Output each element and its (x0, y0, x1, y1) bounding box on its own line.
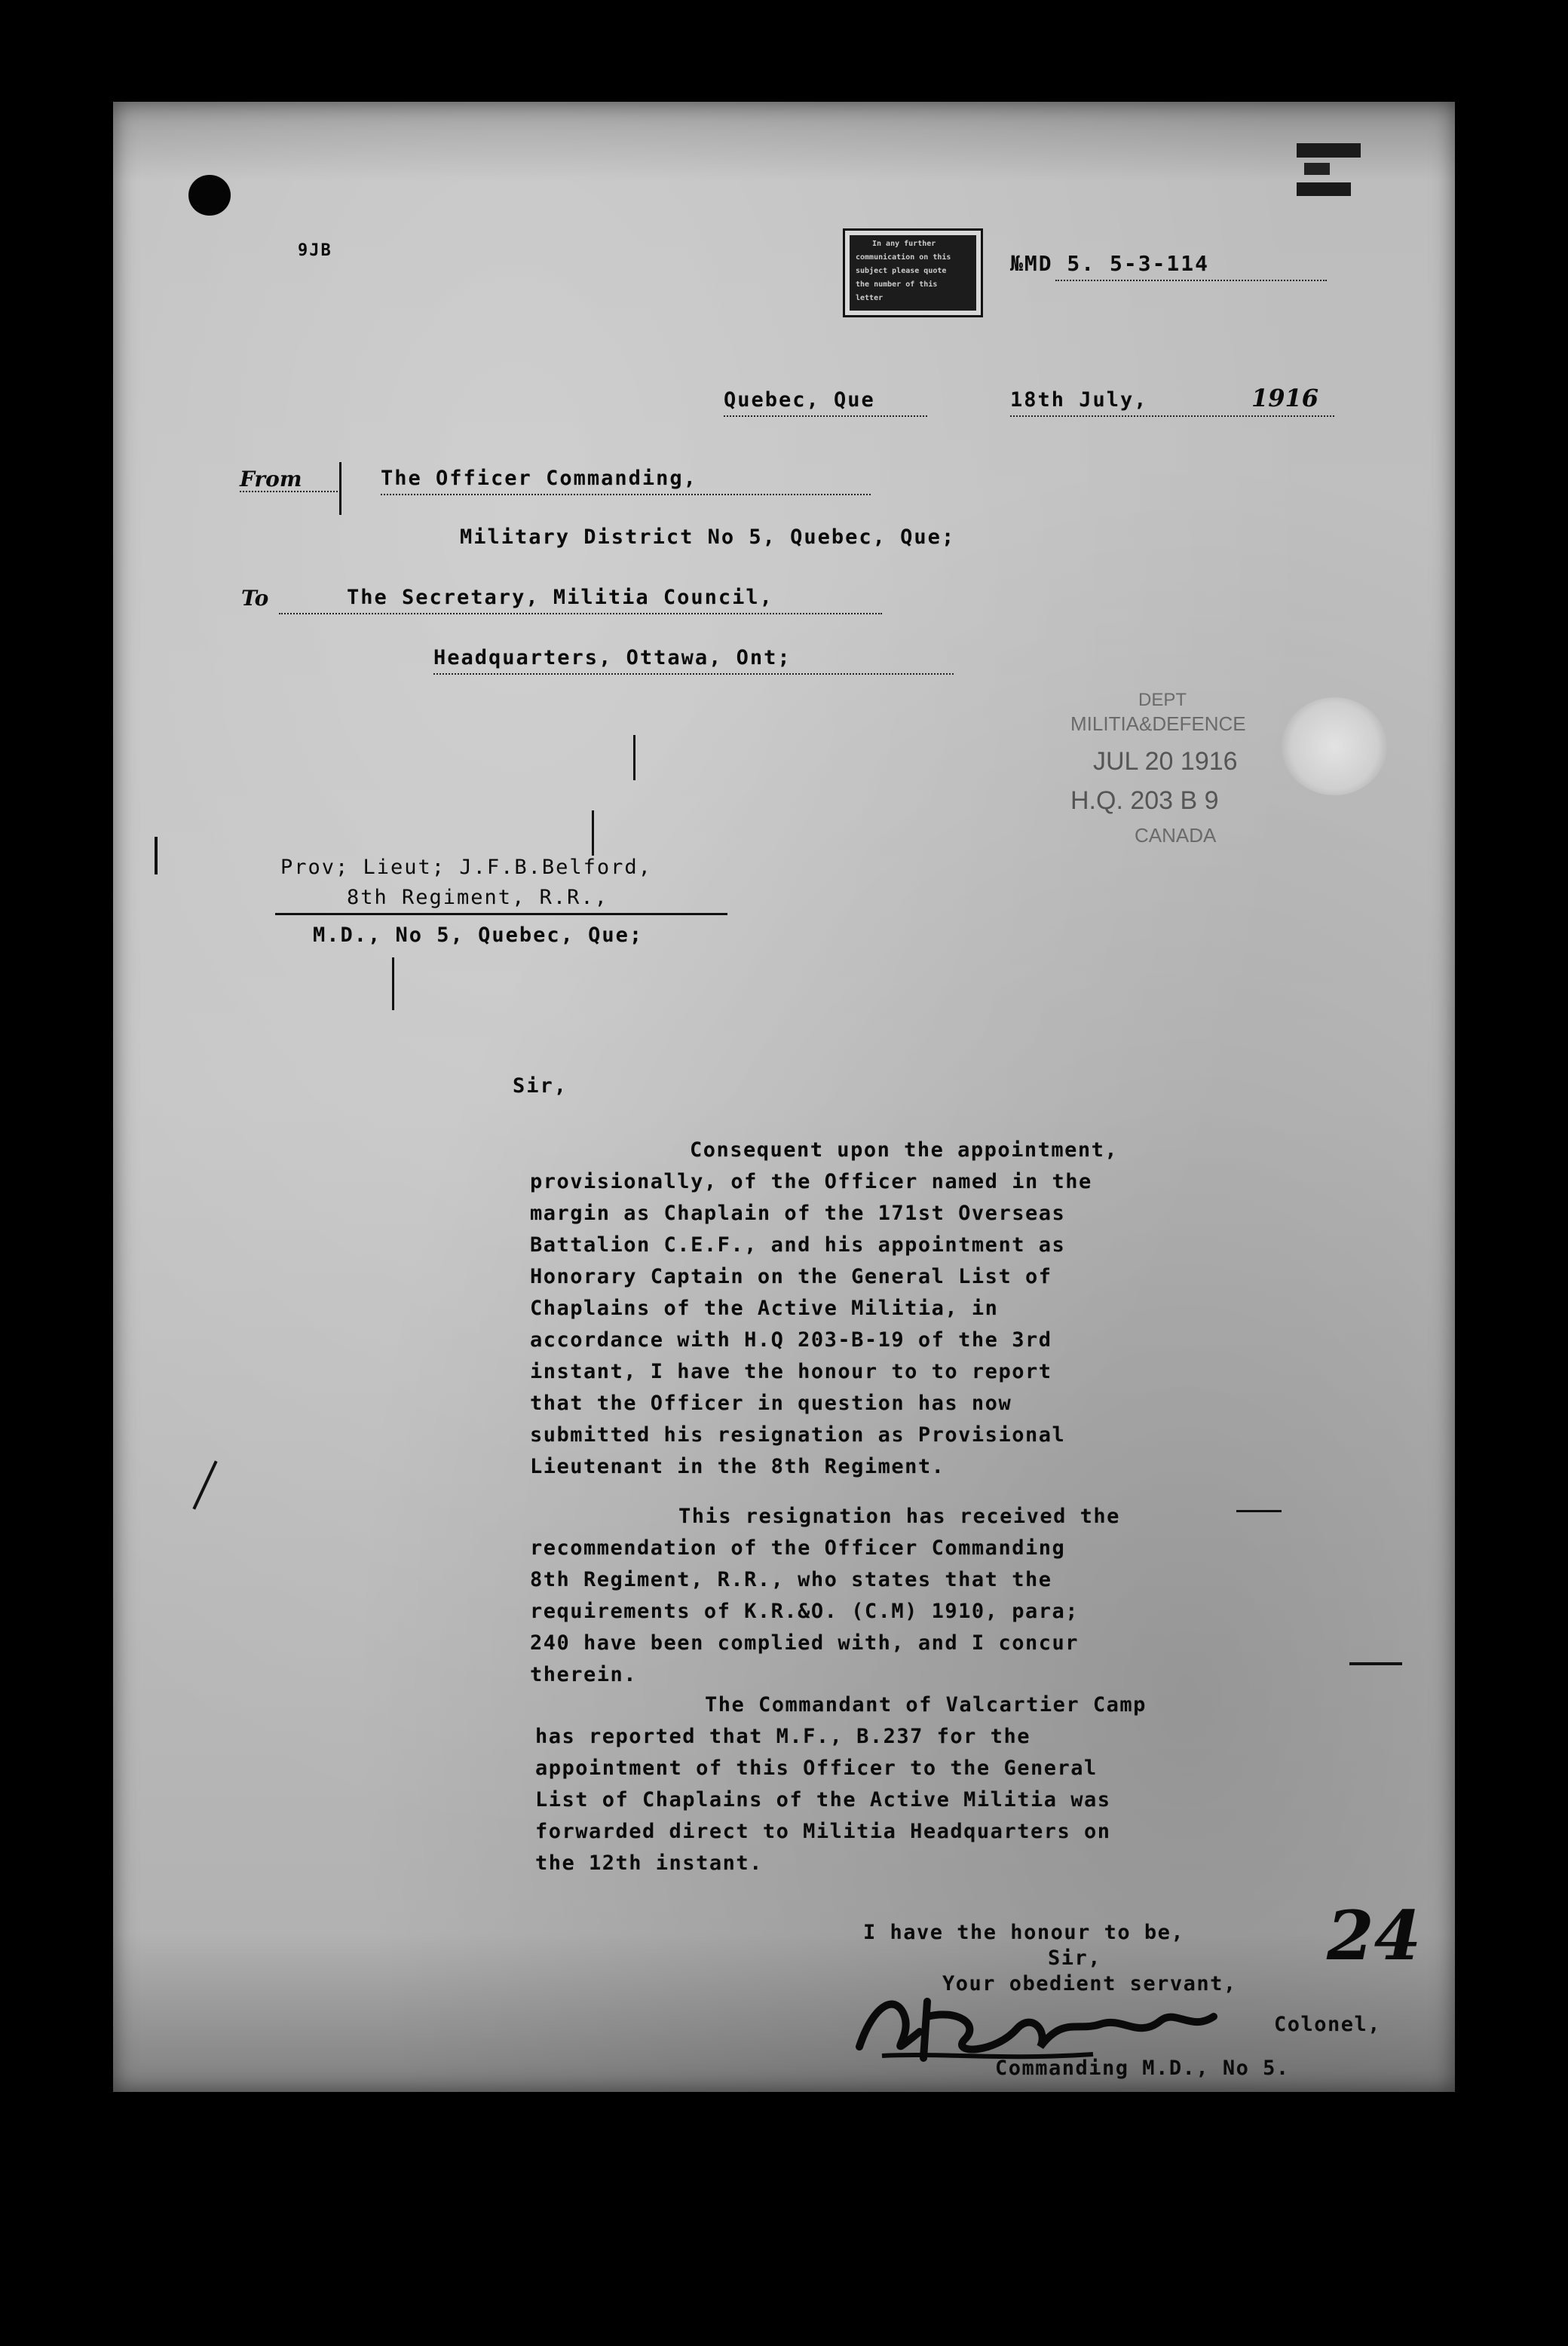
margin-mark (633, 735, 635, 780)
reply-box-line: In any further (872, 240, 936, 248)
from-line-1: The Officer Commanding, (381, 467, 697, 490)
margin-mark (592, 810, 594, 856)
margin-mark (392, 957, 394, 1010)
closing-rank: Colonel, (1274, 2013, 1382, 2036)
paragraph-1-line: submitted his resignation as Provisional (530, 1423, 1066, 1447)
page-number: 24 (1327, 1896, 1422, 1976)
paragraph-1-line: that the Officer in question has now (530, 1392, 1012, 1415)
letter-place: Quebec, Que (724, 388, 875, 412)
received-stamp-smudge (1282, 697, 1387, 795)
paragraph-1-line: Battalion C.E.F., and his appointment as (530, 1233, 1066, 1257)
from-label-underline (240, 491, 338, 492)
received-stamp-canada: CANADA (1135, 824, 1217, 847)
paragraph-2-line: This resignation has received the (678, 1505, 1120, 1528)
file-code: 9JB (298, 241, 332, 260)
reference-number: №MD 5. 5-3-114 (1010, 251, 1210, 276)
paragraph-3-line: The Commandant of Valcartier Camp (705, 1693, 1147, 1717)
stamp-line: M.L.O.D. (1297, 143, 1361, 158)
place-underline (724, 415, 927, 417)
reply-box-line: the number of this (856, 280, 938, 289)
to-label: To (241, 586, 269, 611)
paragraph-3-line: the 12th instant. (535, 1851, 763, 1875)
stamp-line: HQ Stamp (1297, 182, 1352, 196)
to-line-2: Headquarters, Ottawa, Ont; (433, 646, 792, 669)
top-right-stamp (1199, 143, 1361, 211)
paragraph-3-line: List of Chaplains of the Active Militia was (535, 1788, 1111, 1812)
subject-rule (275, 913, 727, 915)
to-line-1-underline (279, 613, 882, 614)
paragraph-3-line: appointment of this Officer to the General (535, 1756, 1098, 1780)
stamp-line: Vol. (1304, 163, 1330, 175)
reply-box-line: letter (856, 294, 884, 302)
to-line-2-underline (433, 673, 954, 675)
closing-line-2: Sir, (1048, 1946, 1102, 1970)
to-line-1: The Secretary, Militia Council, (347, 586, 773, 609)
paragraph-2-line: requirements of K.R.&O. (C.M) 1910, para; (530, 1600, 1079, 1623)
paragraph-1-line: Honorary Captain on the General List of (530, 1265, 1052, 1288)
paragraph-1-line: instant, I have the honour to to report (530, 1360, 1052, 1383)
letter-year: 1916 (1251, 384, 1319, 412)
paragraph-1-line: Chaplains of the Active Militia, in (530, 1297, 999, 1320)
salutation: Sir, (513, 1074, 568, 1098)
paragraph-2-line: 8th Regiment, R.R., who states that the (530, 1568, 1052, 1591)
paragraph-3-line: forwarded direct to Militia Headquarters on (535, 1820, 1111, 1843)
paragraph-2-line: 240 have been complied with, and I concur (530, 1631, 1079, 1655)
subject-line-1: Prov; Lieut; J.F.B.Belford, (280, 856, 652, 879)
margin-dash (1349, 1662, 1402, 1665)
from-line-2: Military District No 5, Quebec, Que; (460, 525, 956, 549)
received-stamp-militia: MILITIA&DEFENCE (1070, 712, 1246, 735)
margin-dash (1236, 1510, 1282, 1512)
subject-line-2: 8th Regiment, R.R., (347, 886, 608, 909)
reference-underline (1055, 280, 1327, 281)
from-bracket (339, 462, 341, 515)
received-stamp-dept: DEPT (1138, 690, 1187, 710)
letter-date: 18th July, (1010, 388, 1148, 412)
from-line-1-underline (381, 494, 871, 495)
date-underline (1010, 415, 1334, 417)
paragraph-1-line: Consequent upon the appointment, (690, 1138, 1119, 1162)
paragraph-2-line: therein. (530, 1663, 638, 1686)
document-page (113, 102, 1455, 2092)
paragraph-2-line: recommendation of the Officer Commanding (530, 1536, 1066, 1560)
paragraph-3-line: has reported that M.F., B.237 for the (535, 1725, 1031, 1748)
reply-box-line: communication on this (856, 253, 951, 262)
received-stamp-date: JUL 20 1916 (1093, 747, 1238, 776)
margin-mark (155, 837, 158, 874)
paragraph-1-line: accordance with H.Q 203-B-19 of the 3rd (530, 1328, 1052, 1352)
received-date-stamp (1033, 690, 1395, 901)
paragraph-1-line: Lieutenant in the 8th Regiment. (530, 1455, 945, 1478)
closing-title: Commanding M.D., No 5. (995, 2057, 1290, 2080)
received-stamp-hq: H.Q. 203 B 9 (1070, 786, 1219, 815)
subject-line-3: M.D., No 5, Quebec, Que; (313, 923, 644, 947)
paragraph-1-line: provisionally, of the Officer named in the (530, 1170, 1092, 1193)
from-label: From (240, 467, 302, 492)
paragraph-1-line: margin as Chaplain of the 171st Overseas (530, 1202, 1066, 1225)
reply-reference-box (843, 228, 983, 317)
reply-box-line: subject please quote (856, 267, 947, 275)
closing-line-1: I have the honour to be, (863, 1921, 1185, 1944)
closing-line-3: Your obedient servant, (942, 1972, 1237, 1995)
margin-stroke (192, 1460, 217, 1509)
punch-hole (188, 175, 231, 216)
